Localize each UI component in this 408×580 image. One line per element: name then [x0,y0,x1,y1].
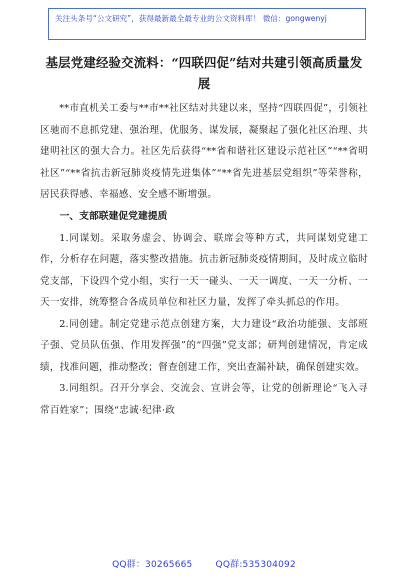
footer-contacts [0,557,408,570]
footer-qq-1: QQ群：30265665 [112,560,193,570]
footer-qq-2: QQ群:535304092 [215,560,296,570]
section-paragraph-2: 2.同创建。制定党建示范点创建方案，大力建设“政治功能强、支部班子强、党员队伍强、作用发挥强”的“四强”党支部；研判创建情况，肯定成绩，找准问题，推动整改；督查创建工作，突出查漏补缺，确保创建实效。 [40,318,368,373]
banner-text: 关注头条号“公文研究”，获得最新最全最专业的公文资料库！ 微信：gongwenyj [55,14,327,23]
section-heading: 一、支部联建促党建提质 [59,210,168,222]
header-banner [48,8,366,40]
document-body [40,46,368,421]
section-paragraph-3: 3.同组织。召开分享会、交流会、宣讲会等，让党的创新理论“飞入寻常百姓家”；围绕“忠诚·纪律·政 [40,383,368,416]
section-paragraph-1: 1.同谋划。采取务虚会、协调会、联席会等种方式，共同谋划党建工作，分析存在问题，落实整改措施。抗击新冠肺炎疫情期间，及时成立临时党支部，下设四个党小组，实行一天一碰头、一天一调度、一天一分析、一天一安排，统筹整合各成员单位和社区力量，发挥了牵头抓总的作用。 [40,232,368,308]
intro-paragraph: **市直机关工委与**市**社区结对共建以来，坚持“四联四促”，引领社区驰而不息抓党建、强治理、优服务、谋发展，凝聚起了强化社区治理、共建明社区的强大合力。社区先后获得“**省和谐社区建设示范社区”“**省明社区”“**省抗击新冠肺炎疫情先进集体”“**省先进基层党组织”等荣誉称，居民获得感、幸福感、安全感不断增强。 [40,103,368,200]
document-title: 基层党建经验交流料：“四联四促”结对共建引领高质量发展 [45,55,363,91]
